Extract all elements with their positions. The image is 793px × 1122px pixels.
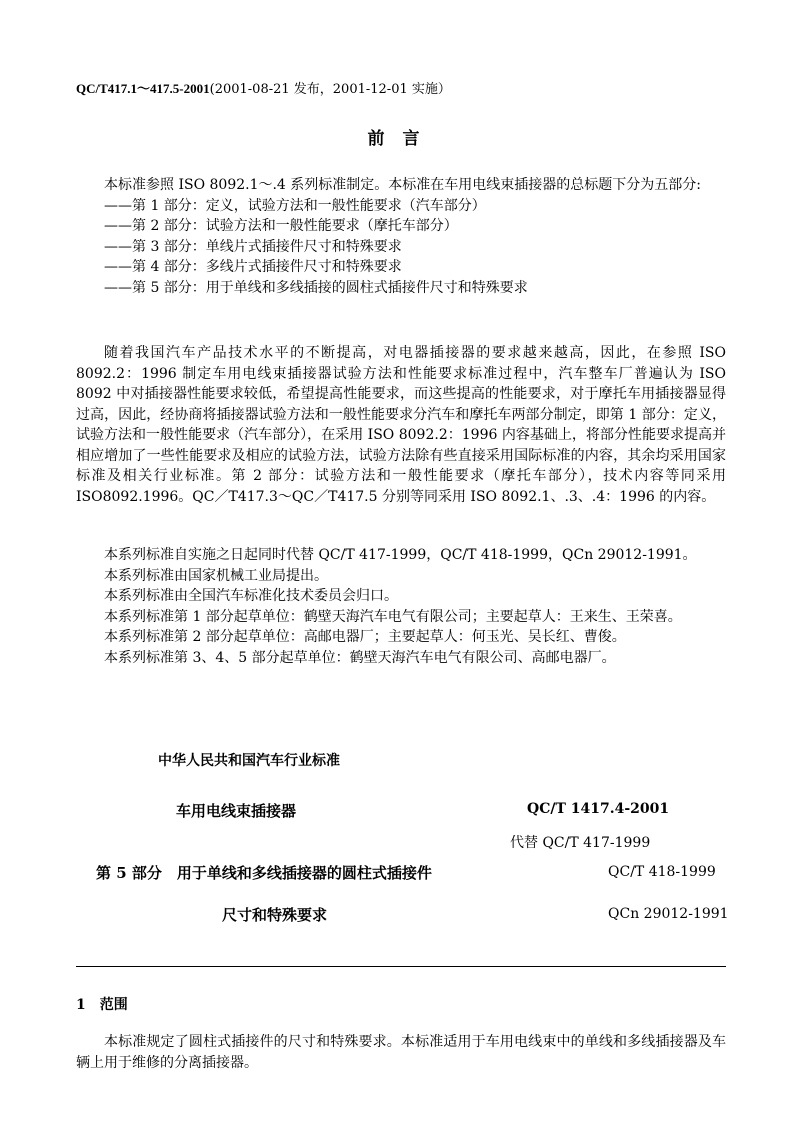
section-1-body	[76, 1032, 726, 1073]
scope-paragraph: 本标准规定了圆柱式插接件的尺寸和特殊要求。本标准适用于车用电线束中的单线和多线插接器及车辆上用于维修的分离插接器。	[76, 1034, 726, 1071]
preface-part-1: ——第 1 部分：定义，试验方法和一般性能要求（汽车部分）	[104, 197, 486, 214]
part-title-line2: 尺寸和特殊要求	[222, 906, 328, 924]
replaces-2: QC/T 418-1999	[608, 864, 716, 880]
industry-standard-label: 中华人民共和国汽车行业标准	[158, 753, 340, 769]
standard-dates: (2001-08-21 发布，2001-12-01 实施）	[209, 82, 451, 97]
preface-title: 前 言	[367, 129, 426, 149]
preface-part-5: ——第 5 部分：用于单线和多线插接的圆柱式插接件尺寸和特殊要求	[104, 279, 528, 296]
note-proposed: 本系列标准由国家机械工业局提出。	[104, 567, 328, 584]
section-divider	[76, 966, 726, 967]
replaces-1: 代替 QC/T 417-1999	[510, 835, 651, 851]
standard-header	[76, 78, 451, 97]
background-paragraph: 随着我国汽车产品技术水平的不断提高，对电器插接器的要求越来越高，因此，在参照 ISO 8092.2：1996 制定车用电线束插接器试验方法和性能要求标准过程中，汽车整车厂普遍认为 ISO 8092 中对插接器性能要求较低，希望提高性能要求，而这些提高的性能要求，对于摩托车用插接器显得过高，因此，经协商将插接器试验方法和一般性能要求分汽车和摩托车两部分制定，即第 1 部分：定义，试验方法和一般性能要求（汽车部分），在采用 ISO 8092.2：1996 内容基础上，将部分性能要求提高并相应增加了一些性能要求及相应的试验方法，试验方法除有些直接采用国际标准的内容，其余均采用国家标准及相关行业标准。第 2 部分：试验方法和一般性能要求（摩托车部分），技术内容等同采用 ISO8092.1996。QC／T417.3～QC／T417.5 分别等同采用 ISO 8092.1、.3、.4：1996 的内容。	[76, 345, 726, 505]
standard-code: QC/T417.1～417.5-2001	[76, 81, 210, 96]
note-replaces: 本系列标准自实施之日起同时代替 QC/T 417-1999，QC/T 418-1999，QCn 29012-1991。	[104, 547, 697, 563]
note-centralized: 本系列标准由全国汽车标准化技术委员会归口。	[104, 588, 398, 604]
part-title-line1: 第 5 部分 用于单线和多线插接器的圆柱式插接件	[96, 864, 432, 882]
preface-background	[76, 343, 726, 507]
preface-part-3: ——第 3 部分：单线片式插接件尺寸和特殊要求	[104, 238, 402, 255]
preface-part-2: ——第 2 部分：试验方法和一般性能要求（摩托车部分）	[104, 218, 458, 234]
replaces-3: QCn 29012-1991	[608, 906, 729, 922]
preface-intro: 本标准参照 ISO 8092.1～.4 系列标准制定。本标准在车用电线束插接器的总标题下分为五部分:	[104, 177, 702, 193]
standard-number: QC/T 1417.4-2001	[527, 801, 670, 817]
note-drafter-part345: 本系列标准第 3、4、5 部分起草单位：鹤壁天海汽车电气有限公司、高邮电器厂。	[104, 649, 616, 666]
note-drafter-part2: 本系列标准第 2 部分起草单位：高邮电器厂；主要起草人：何玉光、吴长红、曹俊。	[104, 629, 626, 645]
section-1-heading: 1 范围	[76, 997, 128, 1013]
preface-notes	[76, 545, 726, 668]
preface-part-4: ——第 4 部分：多线片式插接件尺寸和特殊要求	[104, 259, 402, 275]
standard-name: 车用电线束插接器	[176, 802, 297, 820]
preface-body	[76, 175, 726, 298]
note-drafter-part1: 本系列标准第 1 部分起草单位：鹤壁天海汽车电气有限公司；主要起草人：王来生、王荣喜。	[104, 608, 682, 625]
